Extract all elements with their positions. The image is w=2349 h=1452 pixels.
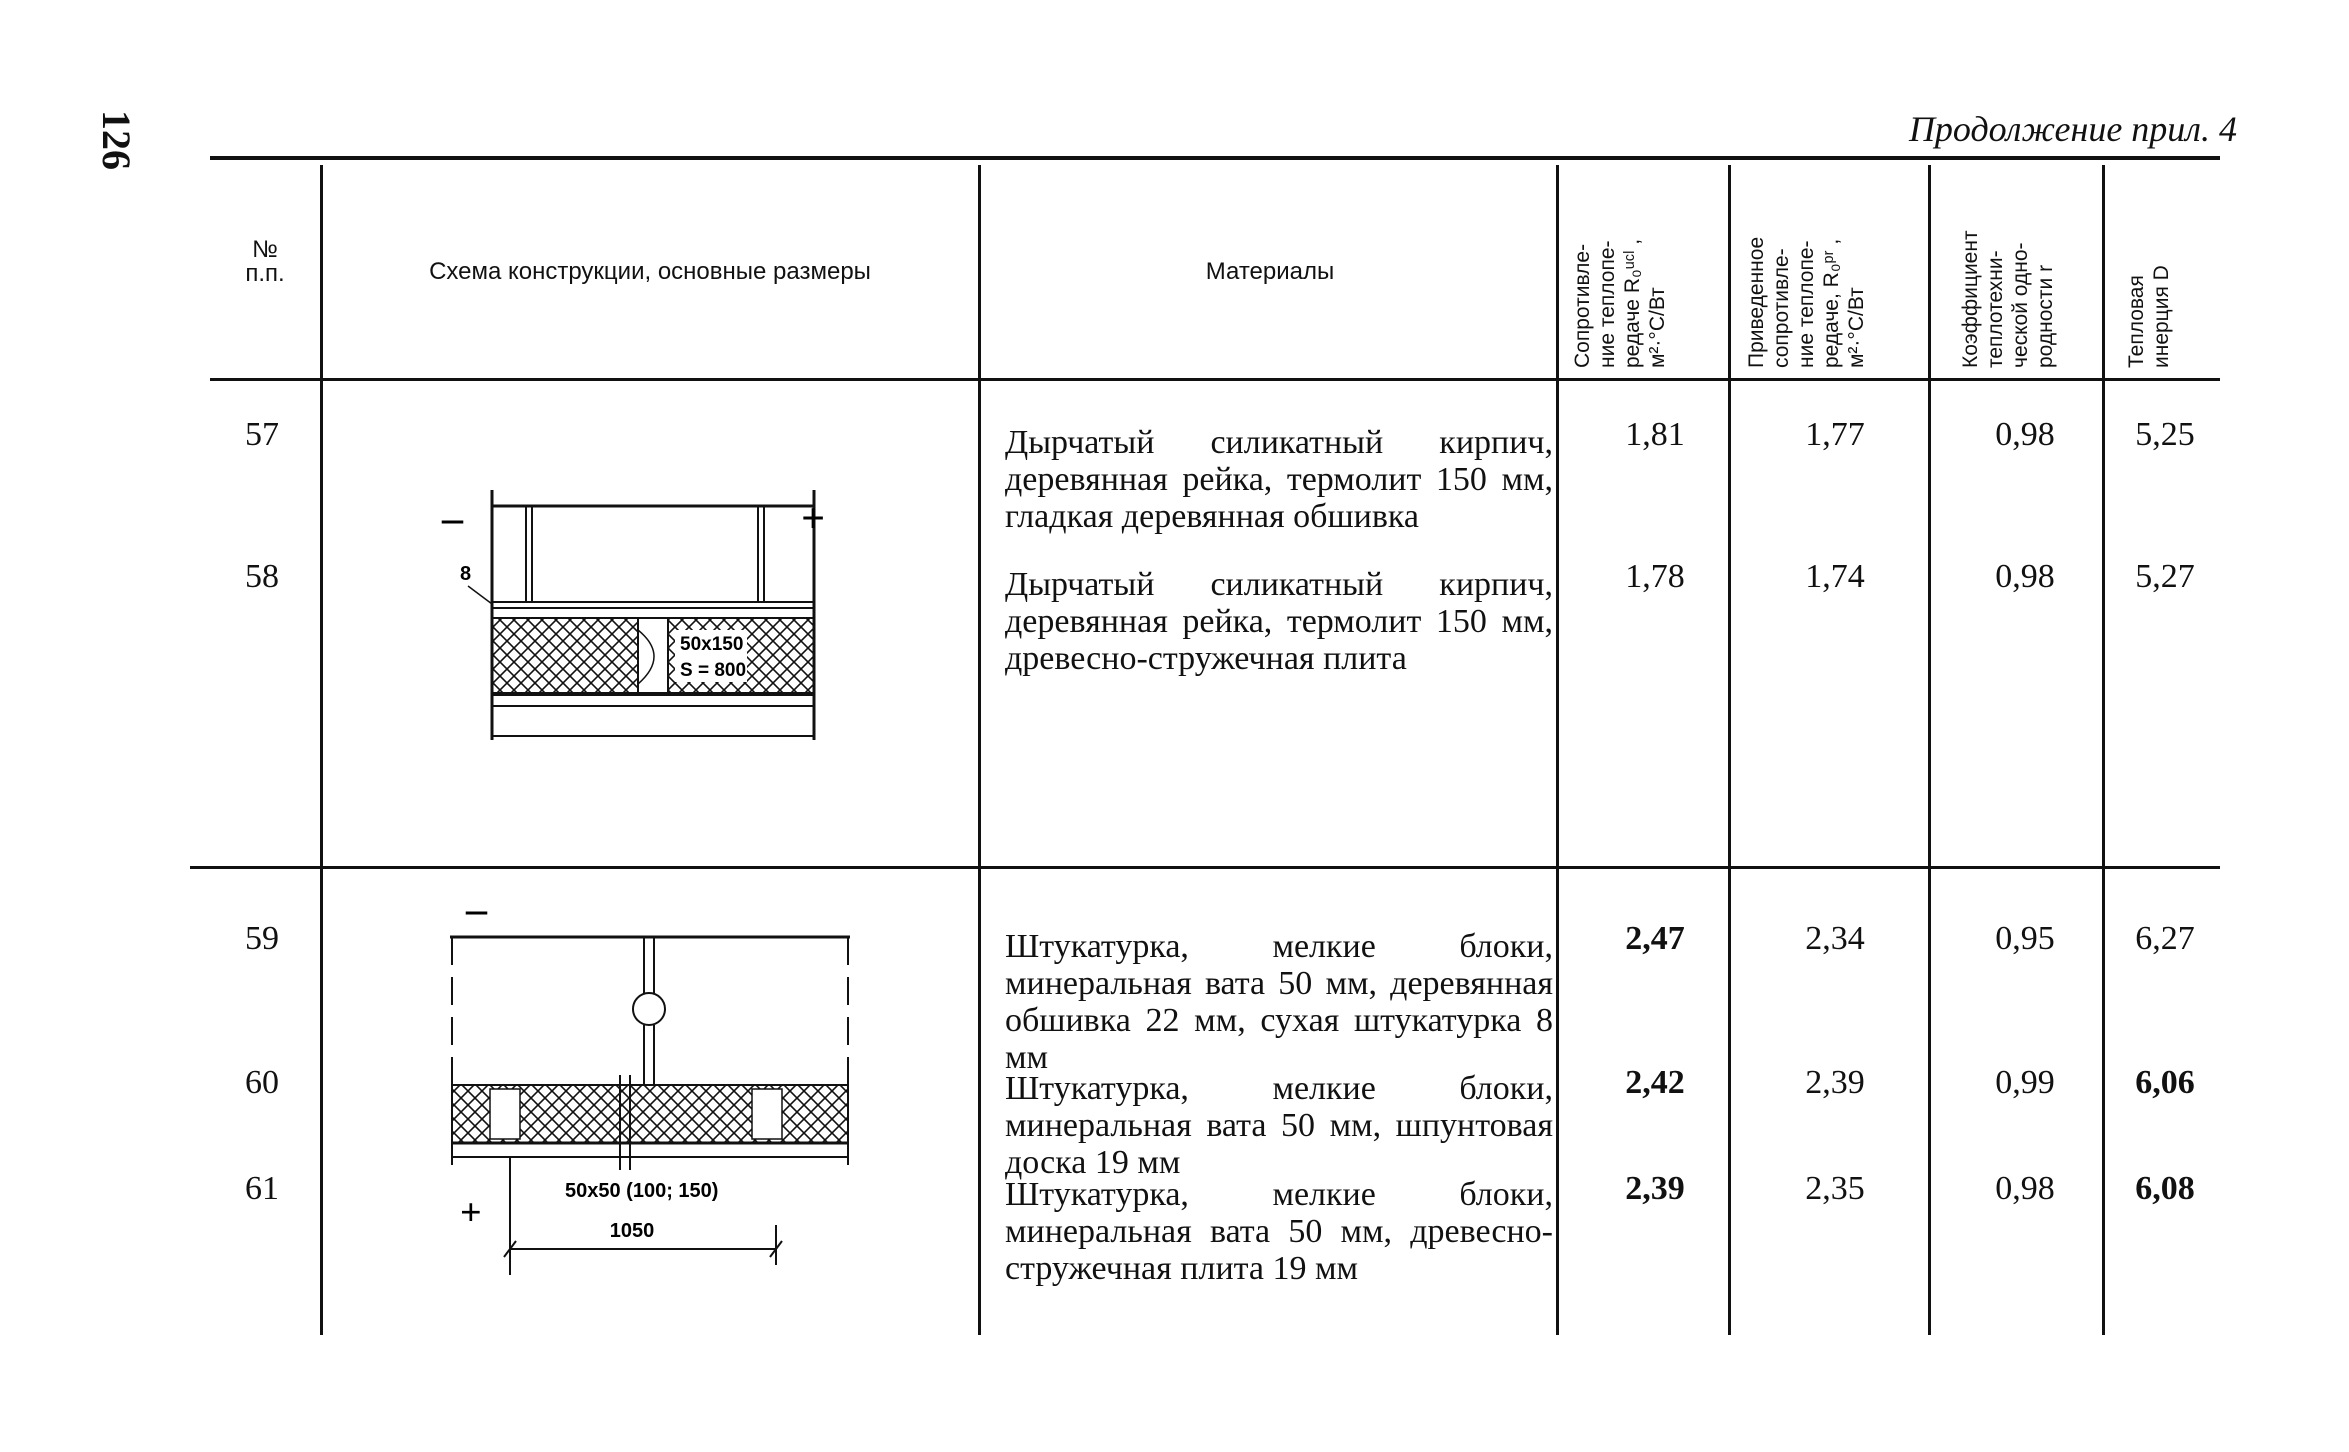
coefficient-value: 0,98 xyxy=(1995,558,2055,595)
coefficient-value: 0,99 xyxy=(1995,1064,2055,1101)
col-line-6 xyxy=(2102,165,2105,1335)
resistance-value: 2,39 xyxy=(1625,1170,1685,1207)
dimension-8: 8 xyxy=(460,563,472,585)
inertia-value: 6,27 xyxy=(2135,920,2195,957)
materials-text: Штукатурка, мелкие блоки, минеральная вата 50 мм, шпунтовая доска 19 мм xyxy=(1005,1070,1553,1181)
plus-sign: + xyxy=(801,496,825,542)
header-coefficient: Коэффициент теплотехни- ческой одно- родности r xyxy=(1959,230,2057,368)
label-50x150: 50x150 xyxy=(680,634,744,655)
col-line-5 xyxy=(1928,165,1931,1335)
section-rule xyxy=(190,866,2220,869)
inertia-value: 6,08 xyxy=(2135,1170,2195,1207)
reduced-resistance-value: 1,77 xyxy=(1805,416,1865,453)
continuation-title: Продолжение прил. 4 xyxy=(1908,109,2237,149)
materials-text: Штукатурка, мелкие блоки, минеральная вата 50 мм, древесно-стружечная плита 19 мм xyxy=(1005,1176,1553,1287)
coefficient-value: 0,98 xyxy=(1995,1170,2055,1207)
label-s800: S = 800 xyxy=(680,660,747,681)
resistance-value: 2,42 xyxy=(1625,1064,1685,1101)
row-number: 61 xyxy=(245,1170,279,1207)
inertia-value: 6,06 xyxy=(2135,1064,2195,1101)
header-resistance: Сопротивле- ние теплопе- редаче R₀ᵘᶜˡ , м²·°С/Вт xyxy=(1571,238,1669,368)
row-number: 59 xyxy=(245,920,279,957)
header-num: № п.п. xyxy=(245,236,285,287)
page-number: 126 xyxy=(94,110,139,170)
reduced-resistance-value: 2,35 xyxy=(1805,1170,1865,1207)
header-scheme: Схема конструкции, основные размеры xyxy=(429,258,871,285)
minus-sign: – xyxy=(466,895,487,933)
row-number: 58 xyxy=(245,558,279,595)
header-inertia: Тепловая инерция D xyxy=(2125,265,2173,368)
plus-sign: + xyxy=(460,1192,482,1234)
col-line-4 xyxy=(1728,165,1731,1335)
resistance-value: 1,81 xyxy=(1625,416,1685,453)
header-reduced-resistance: Приведенное сопротивле- ние теплопе- редаче, R₀ᵖʳ , м²·°С/Вт xyxy=(1745,236,1868,368)
materials-text: Дырчатый силикатный кирпич, деревянная рейка, термолит 150 мм, гладкая деревянная обшивка xyxy=(1005,424,1553,535)
resistance-value: 1,78 xyxy=(1625,558,1685,595)
row-number: 60 xyxy=(245,1064,279,1101)
coefficient-value: 0,95 xyxy=(1995,920,2055,957)
header-bottom-rule xyxy=(210,378,2220,381)
col-line-1 xyxy=(320,165,323,1335)
inertia-value: 5,27 xyxy=(2135,558,2195,595)
materials-text: Дырчатый силикатный кирпич, деревянная рейка, термолит 150 мм, древесно-стружечная плита xyxy=(1005,566,1553,677)
label-50x50: 50x50 (100; 150) xyxy=(565,1180,719,1202)
top-rule xyxy=(210,156,2220,160)
col-line-2 xyxy=(978,165,981,1335)
resistance-value: 2,47 xyxy=(1625,920,1685,957)
minus-sign: – xyxy=(442,496,463,542)
reduced-resistance-value: 1,74 xyxy=(1805,558,1865,595)
header-materials: Материалы xyxy=(1205,258,1335,285)
row-number: 57 xyxy=(245,416,279,453)
inertia-value: 5,25 xyxy=(2135,416,2195,453)
coefficient-value: 0,98 xyxy=(1995,416,2055,453)
wall-section-diagram-2 xyxy=(440,895,860,1275)
reduced-resistance-value: 2,39 xyxy=(1805,1064,1865,1101)
col-line-3 xyxy=(1556,165,1559,1335)
wall-section-diagram-1 xyxy=(430,480,830,750)
reduced-resistance-value: 2,34 xyxy=(1805,920,1865,957)
materials-text: Штукатурка, мелкие блоки, минеральная вата 50 мм, деревянная обшивка 22 мм, сухая штукатурка 8 мм xyxy=(1005,928,1553,1076)
dimension-1050: 1050 xyxy=(609,1220,655,1242)
